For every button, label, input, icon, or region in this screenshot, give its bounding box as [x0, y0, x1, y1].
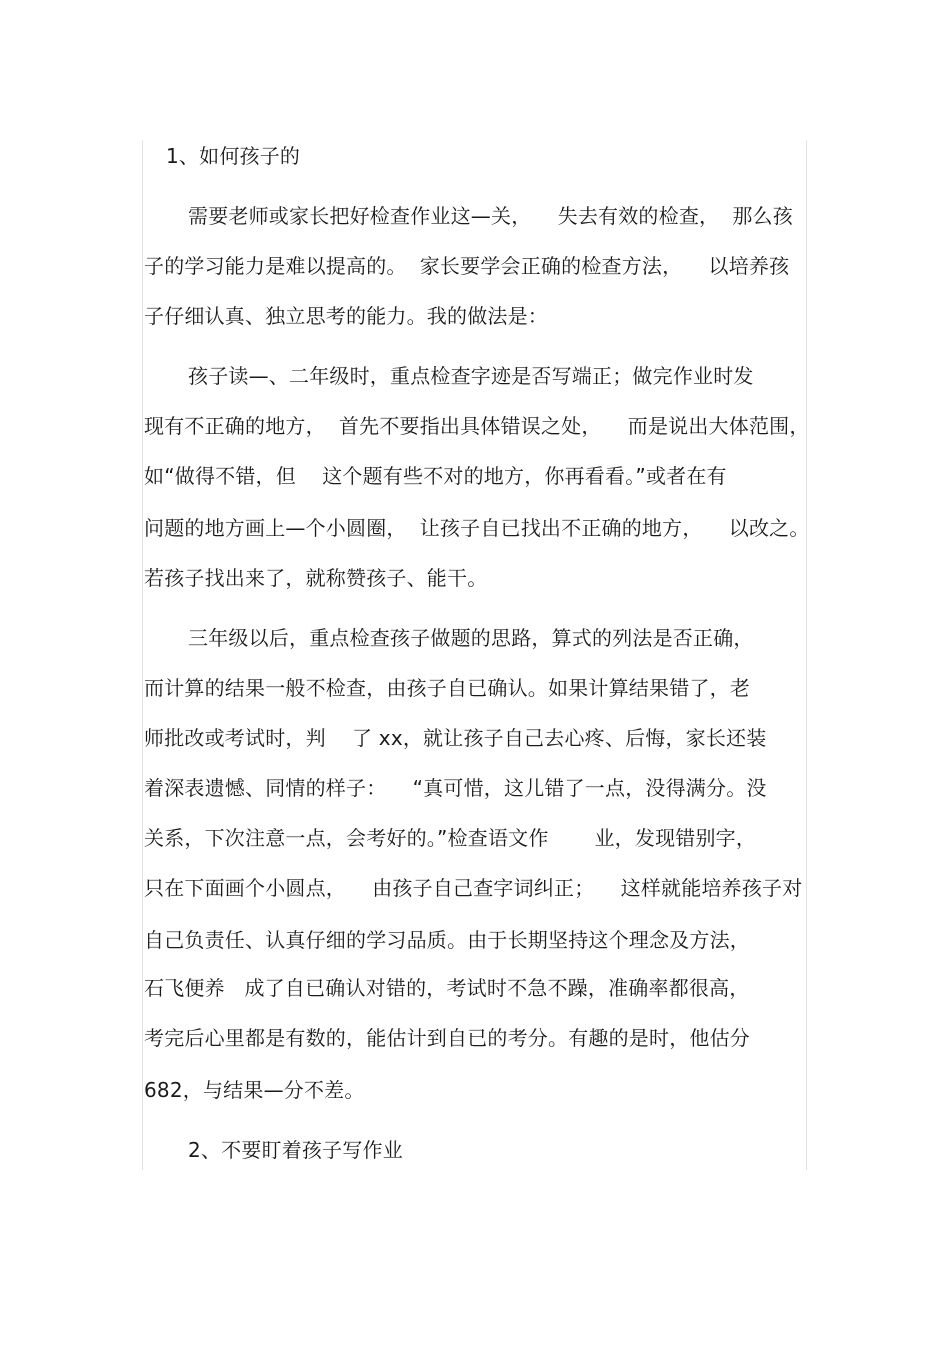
paragraph-line: 现有不正确的地方， 首先不要指出具体错误之处， 而是说出大体范围， — [144, 414, 810, 438]
paragraph-line: 如“做得不错，但 这个题有些不对的地方，你再看看。”或者在有 — [144, 464, 727, 488]
paragraph-line: 师批改或考试时，判 了 xx，就让孩子自己去心疼、后悔，家长还装 — [144, 726, 767, 750]
paragraph-line: 孩子读—、二年级时，重点检查字迹是否写端正；做完作业时发 — [188, 364, 754, 388]
section-heading-1: 1、如何孩子的 — [166, 144, 301, 168]
paragraph-line: 石飞便养 成了自已确认对错的，考试时不急不躁，准确率都很高， — [144, 976, 750, 1000]
paragraph-line: 着深表遗憾、同情的样子： “真可惜，这儿错了一点，没得满分。没 — [144, 776, 767, 800]
paragraph-line: 若孩子找出来了，就称赞孩子、能干。 — [144, 566, 488, 590]
paragraph-line: 只在下面画个小圆点， 由孩子自己查字词纠正； 这样就能培养孩子对 — [144, 876, 803, 900]
paragraph-line: 而计算的结果一般不检查，由孩子自已确认。如果计算结果错了，老 — [144, 676, 750, 700]
paragraph-line: 关系，下次注意一点，会考好的。”检查语文作 业，发现错别字， — [144, 826, 757, 850]
paragraph-line: 三年级以后，重点检查孩子做题的思路，算式的列法是否正确， — [188, 626, 754, 650]
paragraph-line: 考完后心里都是有数的，能估计到自已的考分。有趣的是时，他估分 — [144, 1026, 750, 1050]
paragraph-line: 自己负责任、认真仔细的学习品质。由于长期坚持这个理念及方法， — [144, 928, 750, 952]
page-left-border — [142, 140, 143, 1170]
paragraph-line: 子的学习能力是难以提高的。 家长要学会正确的检查方法， 以培养孩 — [144, 254, 790, 278]
paragraph-line: 问题的地方画上—个小圆圈， 让孩子自已找出不正确的地方， 以改之。 — [144, 516, 810, 540]
paragraph-line: 子仔细认真、独立思考的能力。我的做法是： — [144, 304, 548, 328]
paragraph-line: 682，与结果—分不差。 — [144, 1078, 365, 1102]
paragraph-line: 需要老师或家长把好检查作业这—关， 失去有效的检查， 那么孩 — [188, 204, 793, 228]
section-heading-2: 2、不要盯着孩子写作业 — [188, 1138, 403, 1162]
page-right-border — [806, 140, 807, 1170]
